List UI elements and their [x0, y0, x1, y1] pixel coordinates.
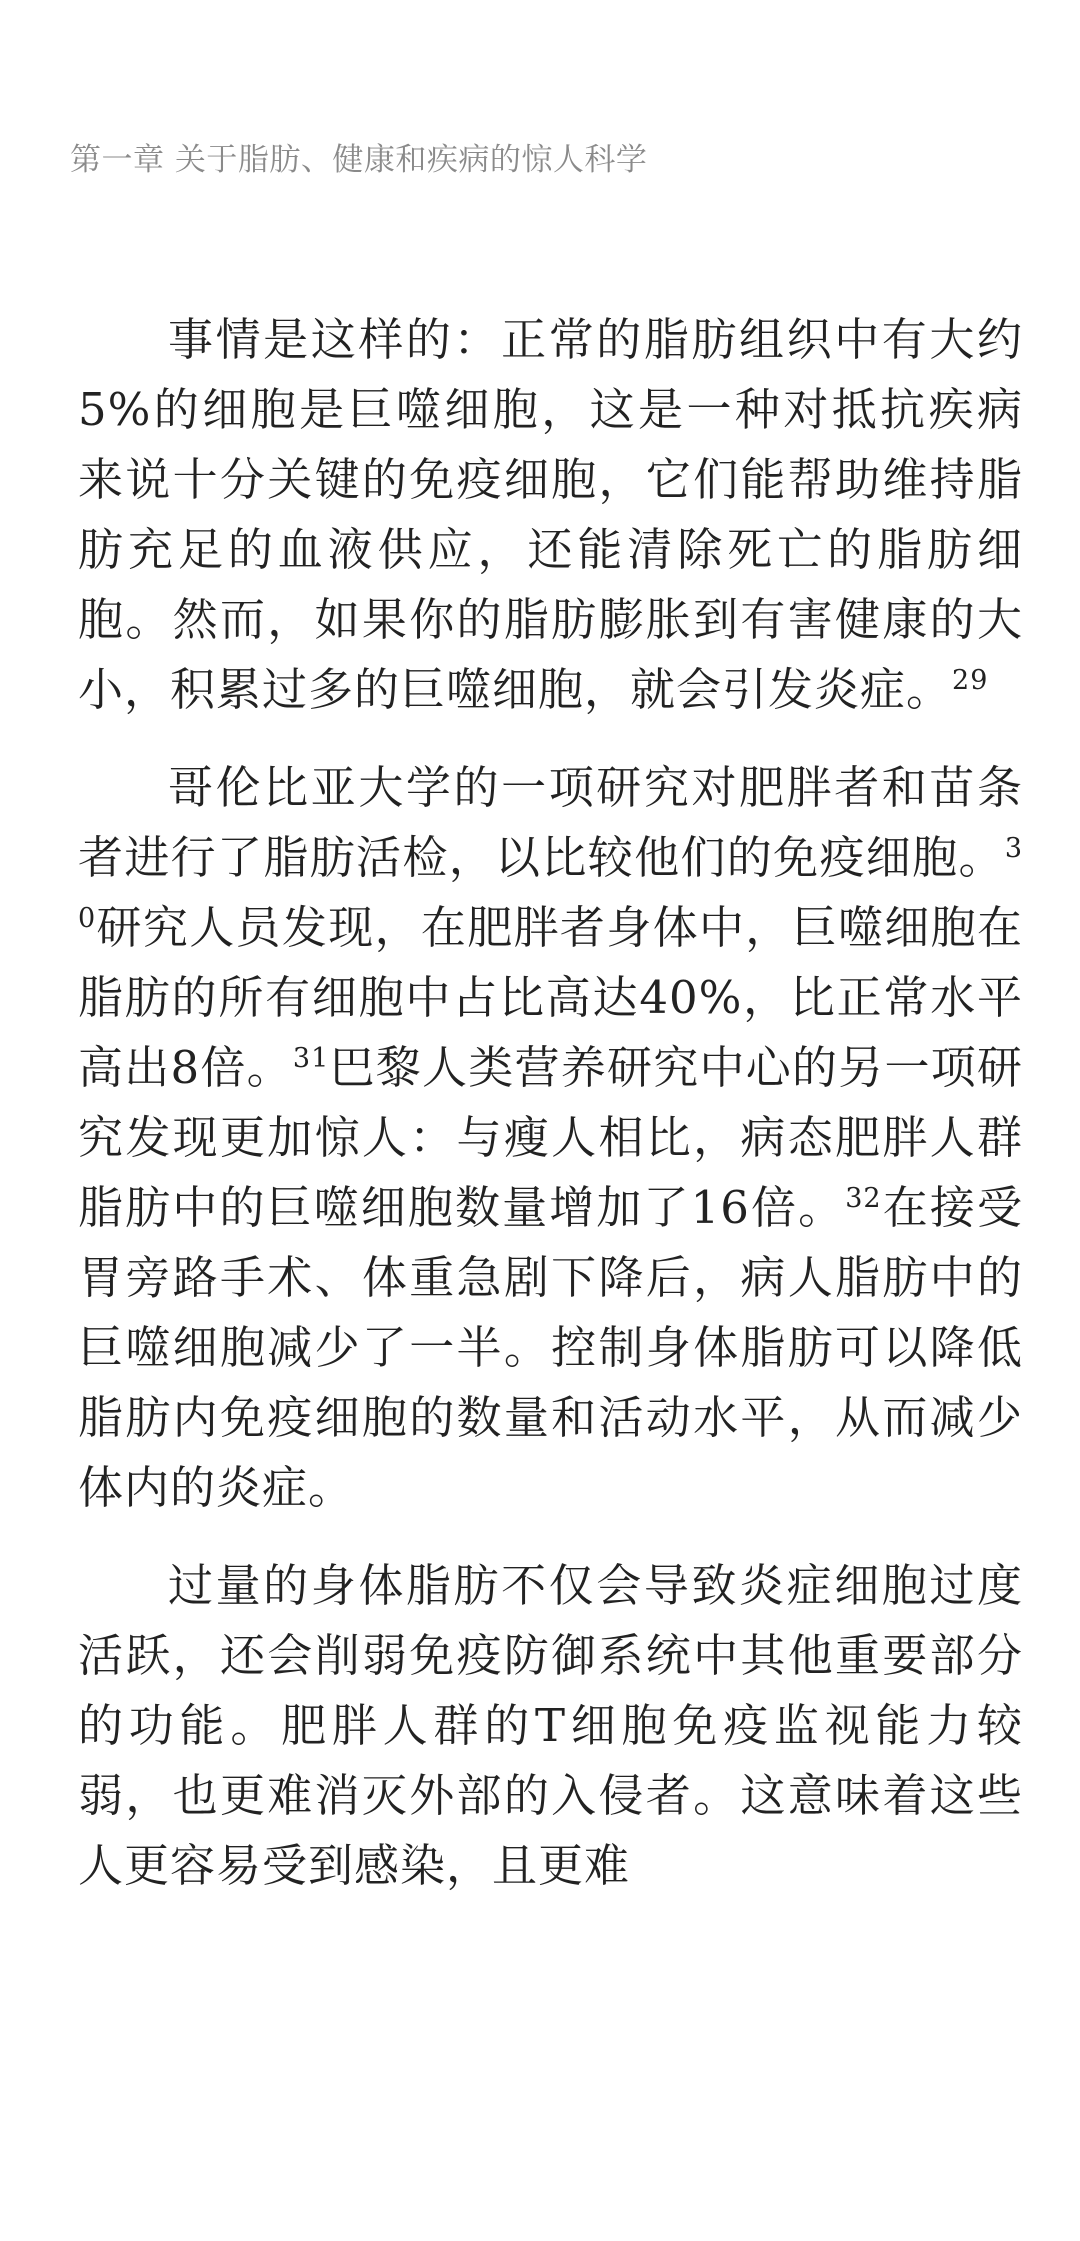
paragraph-text: 哥伦比亚大学的一项研究对肥胖者和苗条者进行了脂肪活检，以比较他们的免疫细胞。: [78, 761, 1023, 884]
paragraph-text: 过量的身体脂肪不仅会导致炎症细胞过度活跃，还会削弱免疫防御系统中其他重要部分的功能。肥胖人群的T细胞免疫监视能力较弱，也更难消灭外部的入侵者。这意味着这些人更容易受到感染，且更难: [78, 1559, 1023, 1892]
footnote-ref-29[interactable]: 29: [952, 665, 989, 696]
chapter-header: 第一章 关于脂肪、健康和疾病的惊人科学: [70, 142, 648, 178]
footnote-ref-32[interactable]: 32: [845, 1183, 882, 1214]
paragraph-1: [78, 305, 1023, 725]
footnote-ref-31[interactable]: 31: [292, 1043, 330, 1074]
paragraph-text: 在接受胃旁路手术、体重急剧下降后，病人脂肪中的巨噬细胞减少了一半。控制身体脂肪可以降低脂肪内免疫细胞的数量和活动水平，从而减少体内的炎症。: [78, 1181, 1023, 1514]
paragraph-text: 研究人员发现，在肥胖者身体中，巨噬细胞在脂肪的所有细胞中占比高达40%，比正常水平高出8倍。: [78, 901, 1023, 1094]
paragraph-text: 事情是这样的：正常的脂肪组织中有大约5%的细胞是巨噬细胞，这是一种对抵抗疾病来说十分关键的免疫细胞，它们能帮助维持脂肪充足的血液供应，还能清除死亡的脂肪细胞。然而，如果你的脂肪膨胀到有害健康的大小，积累过多的巨噬细胞，就会引发炎症。: [78, 313, 1023, 716]
footnote-ref-30[interactable]: 30: [78, 833, 1023, 934]
paragraph-2: [78, 753, 1023, 1523]
paragraph-text: 巴黎人类营养研究中心的另一项研究发现更加惊人：与瘦人相比，病态肥胖人群脂肪中的巨噬细胞数量增加了16倍。: [78, 1041, 1023, 1234]
reader-body: [78, 305, 1023, 1929]
paragraph-3: [78, 1551, 1023, 1901]
